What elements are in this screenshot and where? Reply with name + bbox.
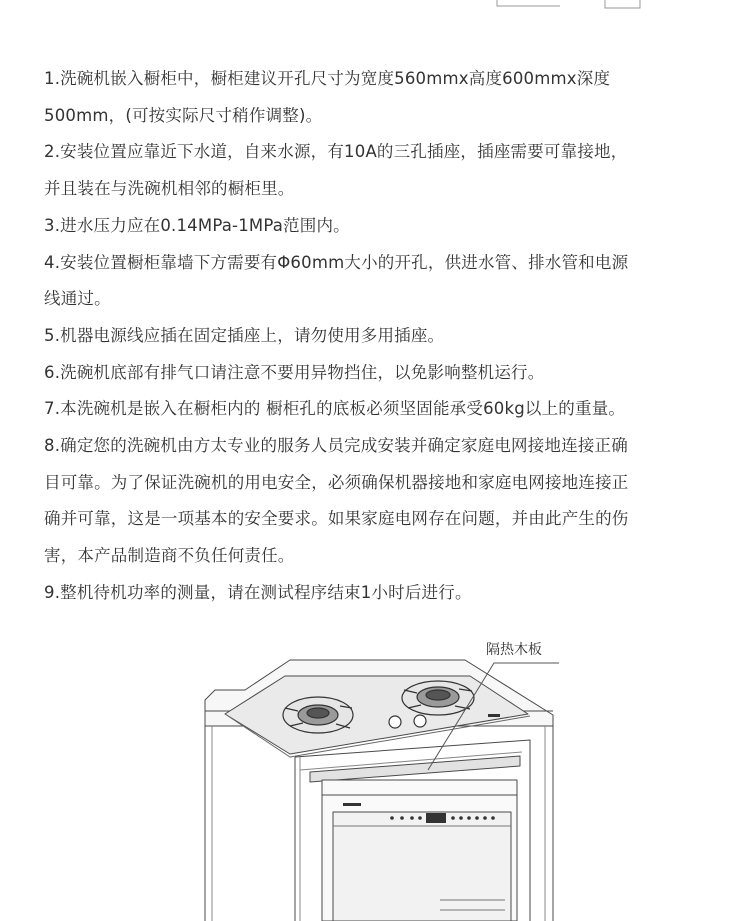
insulation-board-callout: 隔热木板 <box>486 642 542 658</box>
previous-illustration-edge <box>0 0 750 20</box>
instruction-line: 4.安装位置橱柜靠墙下方需要有Φ60mm大小的开孔，供进水管、排水管和电源 <box>44 252 629 272</box>
instruction-line: 6.洗碗机底部有排气口请注意不要用异物挡住，以免影响整机运行。 <box>44 362 545 382</box>
instruction-line: 500mm，(可按实际尺寸稍作调整)。 <box>44 105 323 125</box>
instruction-line: 目可靠。为了保证洗碗机的用电安全，必须确保机器接地和家庭电网接地连接正 <box>44 472 629 492</box>
instruction-line: 2.安装位置应靠近下水道，自来水源，有10A的三孔插座，插座需要可靠接地， <box>44 142 628 162</box>
instruction-line: 3.进水压力应在0.14MPa-1MPa范围内。 <box>44 215 350 235</box>
instruction-line: 害，本产品制造商不负任何责任。 <box>44 546 295 566</box>
left-burner <box>283 697 353 733</box>
instruction-line: 线通过。 <box>44 289 111 309</box>
instruction-line: 7.本洗碗机是嵌入在橱柜内的 橱柜孔的底板必须坚固能承受60kg以上的重量。 <box>44 399 626 419</box>
instruction-line: 8.确定您的洗碗机由方太专业的服务人员完成安装并确定家庭电网接地连接正确 <box>44 436 628 456</box>
installation-instructions <box>44 61 724 612</box>
right-burner <box>402 681 474 715</box>
instruction-line: 5.机器电源线应插在固定插座上，请勿使用多用插座。 <box>44 325 445 345</box>
cabinet-dishwasher-illustration <box>0 600 750 921</box>
instruction-line: 并且装在与洗碗机相邻的橱柜里。 <box>44 179 295 199</box>
instruction-line: 9.整机待机功率的测量，请在测试程序结束1小时后进行。 <box>44 582 472 602</box>
instruction-line: 确并可靠，这是一项基本的安全要求。如果家庭电网存在问题，并由此产生的伤 <box>44 509 629 529</box>
instruction-line: 1.洗碗机嵌入橱柜中，橱柜建议开孔尺寸为宽度560mmx高度600mmx深度 <box>44 69 611 88</box>
